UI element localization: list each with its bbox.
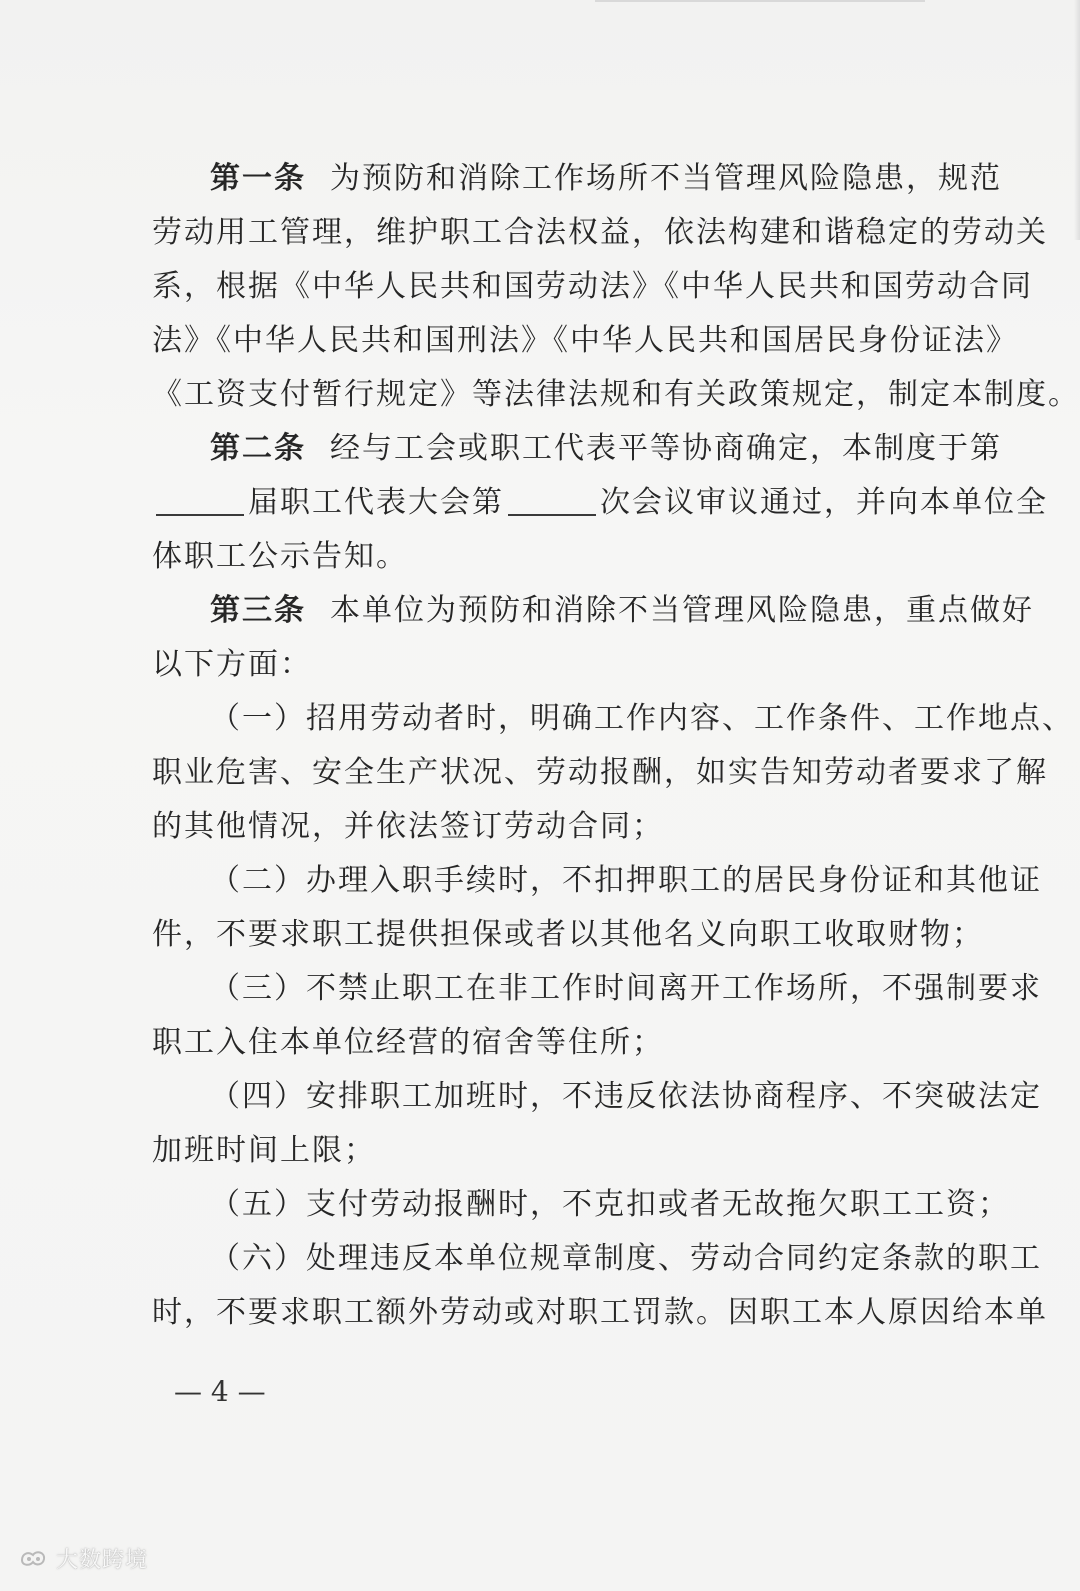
item-1-line-3: 的其他情况，并依法签订劳动合同； bbox=[152, 809, 664, 844]
article-2-line-3: 体职工公示告知。 bbox=[152, 539, 408, 574]
article-3-heading: 第三条 bbox=[210, 593, 306, 628]
article-2-text-2a: 届职工代表大会第 bbox=[248, 485, 504, 520]
scan-top-edge bbox=[595, 0, 925, 2]
item-6-line-2: 时，不要求职工额外劳动或对职工罚款。因职工本人原因给本单 bbox=[152, 1295, 1048, 1330]
article-1-line-4: 法》《中华人民共和国刑法》《中华人民共和国居民身份证法》 bbox=[152, 323, 1018, 358]
item-3-line-1: （三）不禁止职工在非工作时间离开工作场所，不强制要求 bbox=[210, 971, 1042, 1006]
item-3-line-2: 职工入住本单位经营的宿舍等住所； bbox=[152, 1025, 664, 1060]
watermark bbox=[18, 1543, 148, 1573]
watermark-logo-icon bbox=[18, 1547, 48, 1569]
article-3-line-1 bbox=[152, 584, 1034, 638]
meeting-number-blank bbox=[508, 486, 596, 516]
article-2-line-2 bbox=[152, 476, 1048, 530]
item-4-line-1: （四）安排职工加班时，不违反依法协商程序、不突破法定 bbox=[210, 1079, 1042, 1114]
item-6-line-1: （六）处理违反本单位规章制度、劳动合同约定条款的职工 bbox=[210, 1241, 1042, 1276]
article-3-line-2: 以下方面： bbox=[152, 647, 312, 682]
article-1-line-2: 劳动用工管理，维护职工合法权益，依法构建和谐稳定的劳动关 bbox=[152, 215, 1048, 250]
item-1-line-2: 职业危害、安全生产状况、劳动报酬，如实告知劳动者要求了解 bbox=[152, 755, 1048, 790]
item-2-line-1: （二）办理入职手续时，不扣押职工的居民身份证和其他证 bbox=[210, 863, 1042, 898]
item-5-line-1: （五）支付劳动报酬时，不克扣或者无故拖欠职工工资； bbox=[210, 1187, 1010, 1222]
article-1-line-3: 系，根据《中华人民共和国劳动法》《中华人民共和国劳动合同 bbox=[152, 269, 1033, 304]
article-1-text-1: 为预防和消除工作场所不当管理风险隐患，规范 bbox=[330, 161, 1002, 196]
page-number: — 4 — bbox=[174, 1375, 266, 1408]
article-1-line-1 bbox=[152, 152, 1002, 206]
article-1-line-5: 《工资支付暂行规定》等法律法规和有关政策规定，制定本制度。 bbox=[152, 377, 1080, 412]
item-1-line-1: （一）招用劳动者时，明确工作内容、工作条件、工作地点、 bbox=[210, 701, 1074, 736]
article-3-text-1: 本单位为预防和消除不当管理风险隐患，重点做好 bbox=[330, 593, 1034, 628]
article-2-text-2b: 次会议审议通过，并向本单位全 bbox=[600, 485, 1048, 520]
watermark-text: 大数跨境 bbox=[56, 1547, 149, 1573]
document-body bbox=[152, 152, 1080, 1340]
session-number-blank bbox=[156, 486, 244, 516]
article-2-heading: 第二条 bbox=[210, 431, 306, 466]
item-2-line-2: 件，不要求职工提供担保或者以其他名义向职工收取财物； bbox=[152, 917, 984, 952]
scan-right-edge bbox=[1074, 0, 1080, 240]
article-2-line-1 bbox=[152, 422, 1002, 476]
item-4-line-2: 加班时间上限； bbox=[152, 1133, 376, 1168]
article-2-text-1: 经与工会或职工代表平等协商确定，本制度于第 bbox=[330, 431, 1002, 466]
article-1-heading: 第一条 bbox=[210, 161, 306, 196]
